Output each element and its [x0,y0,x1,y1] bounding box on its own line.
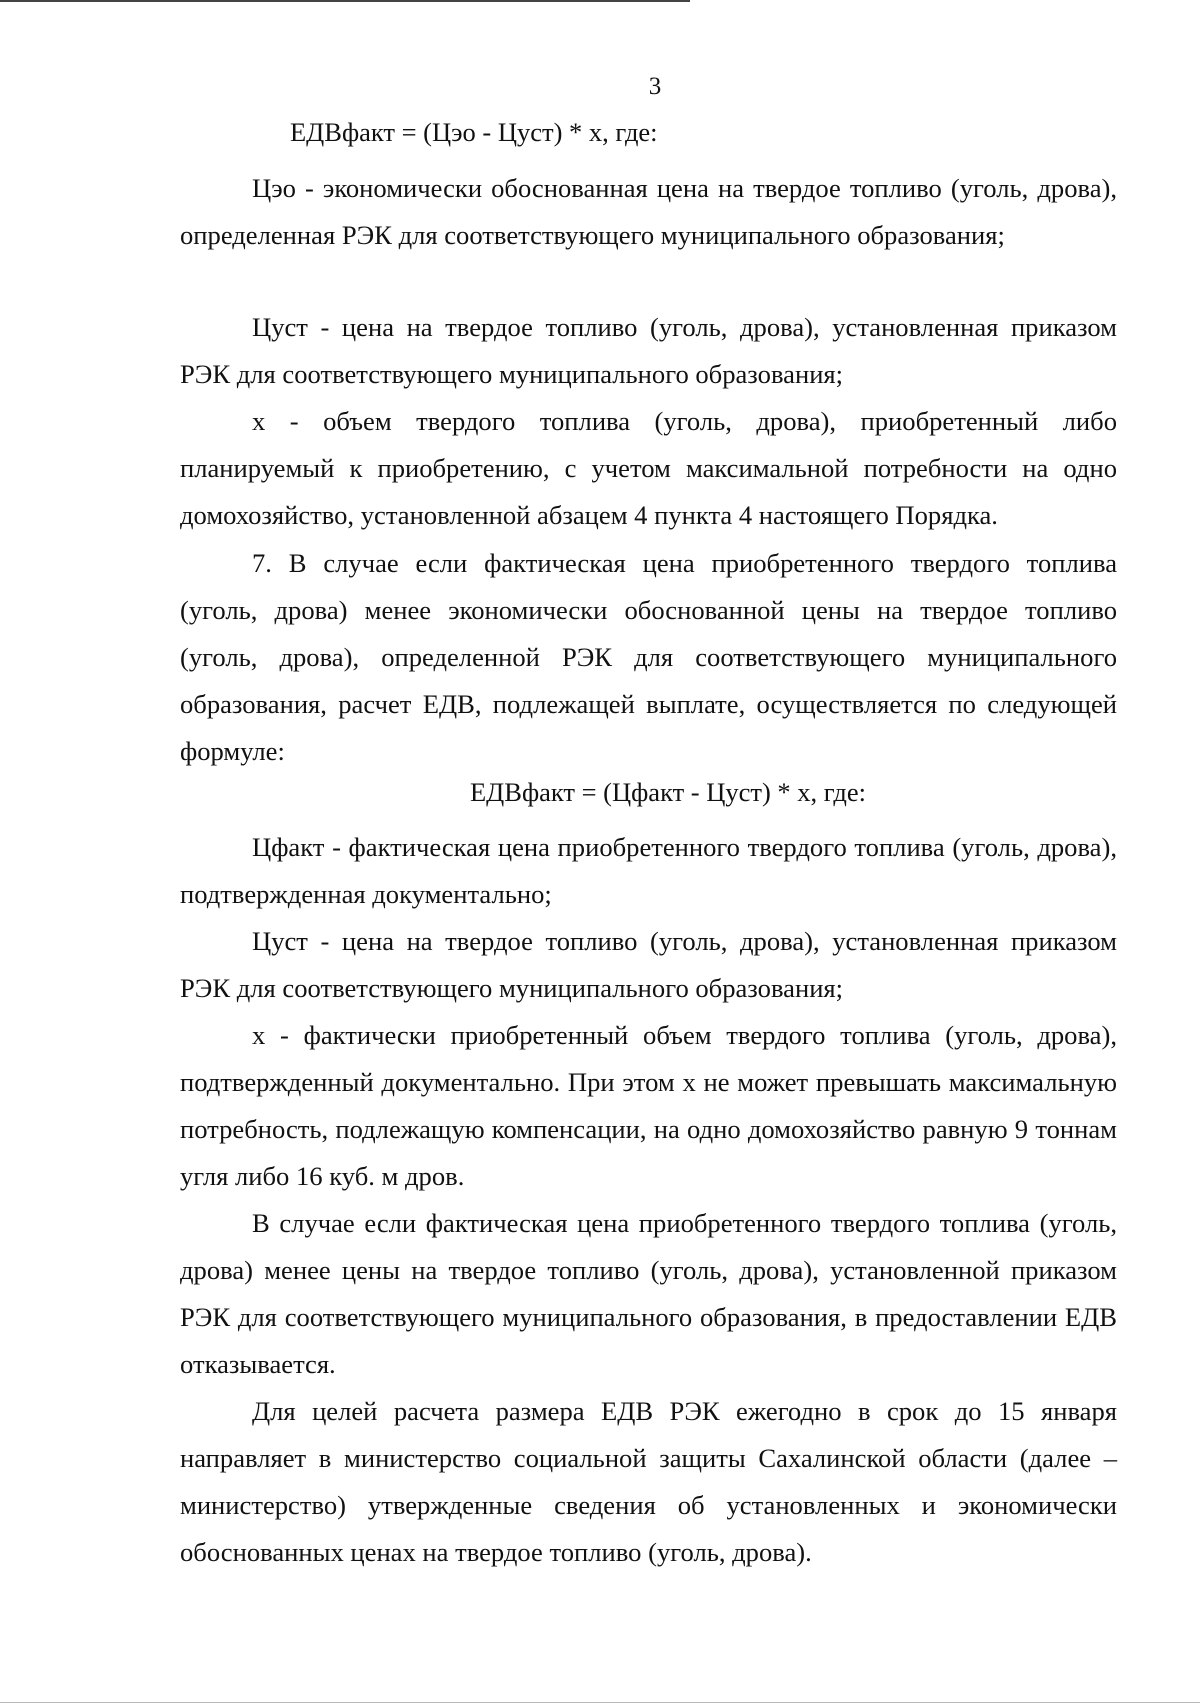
paragraph-rek-deadline: Для целей расчета размера ЕДВ РЭК ежегодно в срок до 15 января направляет в министерство социальной защиты Сахалинской области (далее – министерство) утвержденные сведения об установленных и экономически обоснованных ценах на твердое топливо (уголь, дрова). [180,1396,1117,1567]
paragraph-cust-definition: Цуст - цена на твердое топливо (уголь, дрова), установленная приказом РЭК для соответствующего муниципального образования; [180,312,1117,389]
paragraph-x-actual-definition: х - фактически приобретенный объем твердого топлива (уголь, дрова), подтвержденный документально. При этом х не может превышать максимальную потребность, подлежащую компенсации, на одно домохозяйство равную 9 тоннам угля либо 16 куб. м дров. [180,1020,1117,1191]
paragraph-ceo-definition: Цэо - экономически обоснованная цена на твердое топливо (уголь, дрова), определенная РЭК для соответствующего муниципального образования; [180,173,1117,250]
paragraph-cust-definition-2: Цуст - цена на твердое топливо (уголь, дрова), установленная приказом РЭК для соответствующего муниципального образования; [180,926,1117,1003]
paragraph-item-7: 7. В случае если фактическая цена приобретенного твердого топлива (уголь, дрова) менее экономически обоснованной цены на твердое топливо (уголь, дрова), определенной РЭК для соответствующего муниципального образования, расчет ЕДВ, подлежащей выплате, осуществляется по следующей формуле: [180,548,1117,766]
page-number: 3 [648,73,662,100]
scan-edge-line-top [0,0,690,2]
formula-edv-economic: ЕДВфакт = (Цэо - Цуст) * х, где: [290,117,658,147]
paragraph-x-definition: х - объем твердого топлива (уголь, дрова), приобретенный либо планируемый к приобретению, с учетом максимальной потребности на одно домохозяйство, установленной абзацем 4 пункта 4 настоящего Порядка. [180,406,1117,530]
paragraph-refusal-condition: В случае если фактическая цена приобретенного твердого топлива (уголь, дрова) менее цены на твердое топливо (уголь, дрова), установленной приказом РЭК для соответствующего муниципального образования, в предоставлении ЕДВ отказывается. [180,1208,1117,1379]
formula-edv-actual: ЕДВфакт = (Цфакт - Цуст) * х, где: [470,777,866,807]
paragraph-cfact-definition: Цфакт - фактическая цена приобретенного твердого топлива (уголь, дрова), подтвержденная документально; [180,832,1117,909]
scan-edge-line-bottom [0,1702,1200,1703]
